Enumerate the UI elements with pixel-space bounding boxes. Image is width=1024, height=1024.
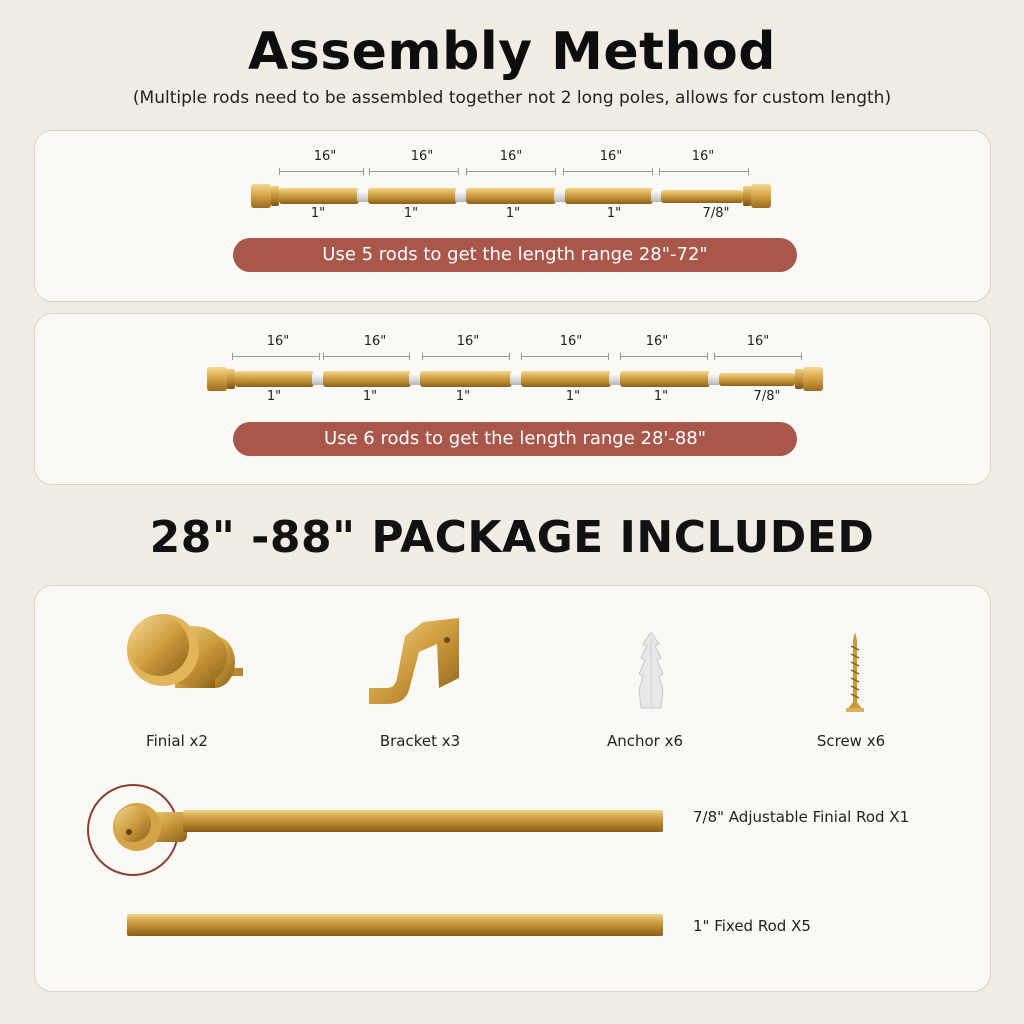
bottom-dimension-label: 1": [266, 389, 282, 404]
finial-rod: [183, 810, 663, 832]
rod-segment: [235, 371, 314, 387]
rod-segment: [323, 371, 411, 387]
fixed-rod: [127, 914, 663, 936]
bottom-dimension-label: 1": [565, 389, 581, 404]
top-dimension-label: 16": [599, 149, 623, 164]
bottom-dimension-label: 7/8": [702, 206, 730, 221]
dimension-line: [714, 356, 802, 357]
assembly-panel-5-rods: [34, 130, 991, 302]
bottom-dimension-label: 1": [505, 206, 521, 221]
rod-segment-thin: [661, 190, 743, 203]
bottom-dimension-label: 1": [455, 389, 471, 404]
rod-segment: [565, 188, 653, 204]
top-dimension-label: 16": [266, 334, 290, 349]
top-dimension-label: 16": [559, 334, 583, 349]
screw-icon: [843, 632, 867, 716]
top-dimension-label: 16": [456, 334, 480, 349]
finial-ring: [743, 186, 751, 206]
assembly-panel-6-rods: [34, 313, 991, 485]
finial-right: [803, 367, 823, 391]
length-range-banner: Use 6 rods to get the length range 28'-88": [233, 422, 797, 456]
finial-ring: [271, 186, 279, 206]
dimension-line: [466, 171, 556, 172]
anchor-icon: [631, 630, 671, 712]
rod-segment: [521, 371, 611, 387]
rod-segment-thin: [719, 373, 795, 386]
top-dimension-label: 16": [313, 149, 337, 164]
dimension-line: [659, 171, 749, 172]
bracket-icon: [365, 618, 465, 708]
finial-left: [207, 367, 227, 391]
rod-segment: [368, 188, 457, 204]
finial-label: Finial x2: [146, 732, 208, 750]
dimension-line: [521, 356, 609, 357]
dimension-line: [563, 171, 653, 172]
top-dimension-label: 16": [746, 334, 770, 349]
top-dimension-label: 16": [499, 149, 523, 164]
anchor-label: Anchor x6: [606, 732, 684, 750]
page-subtitle: (Multiple rods need to be assembled together not 2 long poles, allows for custom length): [132, 88, 892, 108]
top-dimension-label: 16": [691, 149, 715, 164]
dimension-line: [232, 356, 320, 357]
dimension-line: [620, 356, 708, 357]
bottom-dimension-label: 1": [653, 389, 669, 404]
rod-segment: [420, 371, 512, 387]
bottom-dimension-label: 1": [606, 206, 622, 221]
top-dimension-label: 16": [363, 334, 387, 349]
package-title: 28" -88" PACKAGE INCLUDED: [149, 512, 875, 563]
dimension-line: [279, 171, 364, 172]
finial-right: [751, 184, 771, 208]
bottom-dimension-label: 1": [310, 206, 326, 221]
dimension-line: [422, 356, 510, 357]
finial-left: [251, 184, 271, 208]
bottom-dimension-label: 1": [403, 206, 419, 221]
fixed-rod-label: 1" Fixed Rod X5: [693, 917, 811, 935]
bracket-label: Bracket x3: [379, 732, 461, 750]
top-dimension-label: 16": [410, 149, 434, 164]
dimension-line: [369, 171, 459, 172]
finial-icon: [119, 610, 249, 700]
bottom-dimension-label: 1": [362, 389, 378, 404]
package-panel: [34, 585, 991, 992]
dimension-line: [323, 356, 410, 357]
bottom-dimension-label: 7/8": [753, 389, 781, 404]
rod-segment: [620, 371, 710, 387]
finial-rod-end-icon: [99, 794, 195, 864]
finial-ring: [227, 369, 235, 389]
finial-rod-label: 7/8" Adjustable Finial Rod X1: [693, 808, 910, 826]
screw-label: Screw x6: [816, 732, 886, 750]
page-title: Assembly Method: [248, 22, 776, 82]
finial-ring: [795, 369, 803, 389]
rod-segment: [466, 188, 556, 204]
length-range-banner: Use 5 rods to get the length range 28"-72": [233, 238, 797, 272]
rod-segment: [279, 188, 359, 204]
top-dimension-label: 16": [645, 334, 669, 349]
